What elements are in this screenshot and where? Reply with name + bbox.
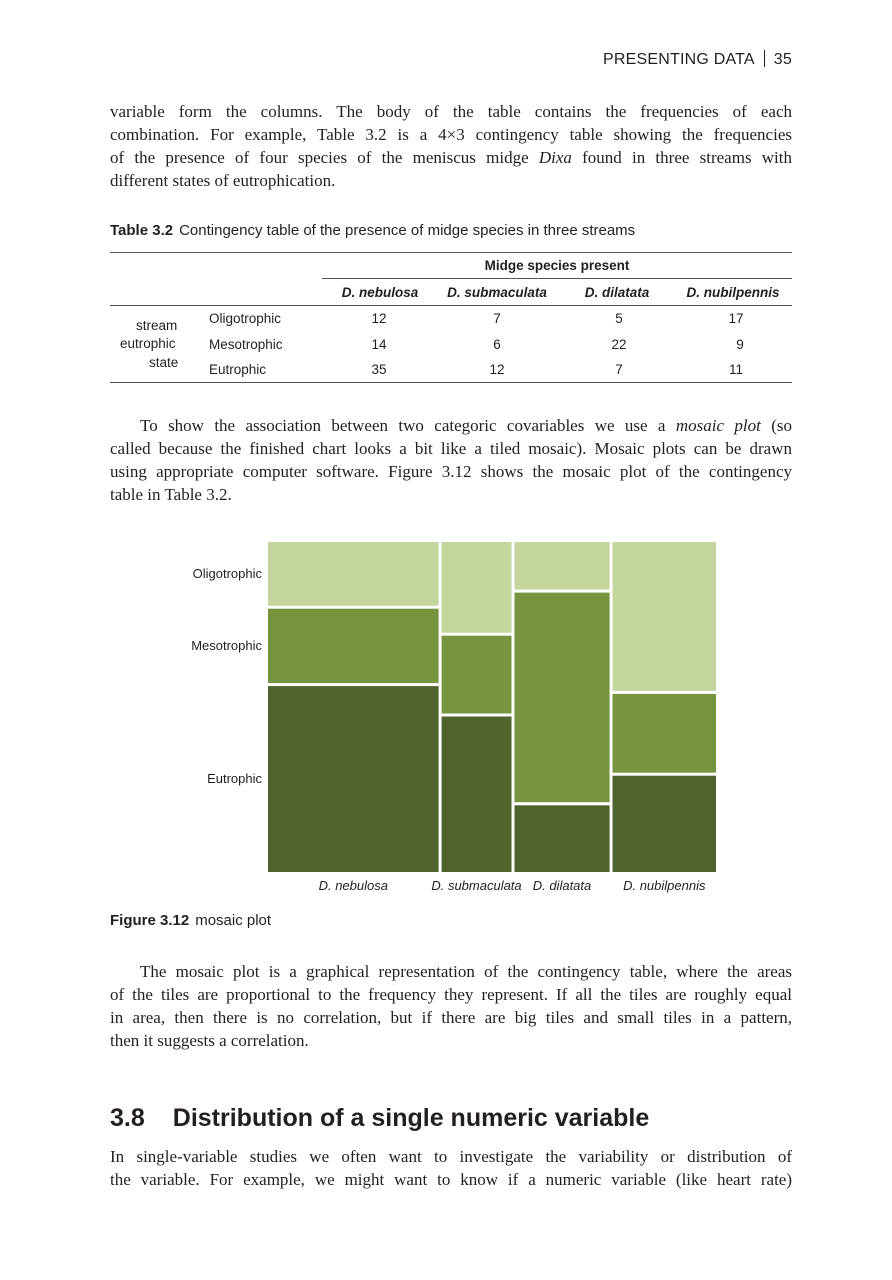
mosaic-tile-eutrophic-d-nubilpennis	[613, 776, 717, 872]
text-line: variable form the columns. The body of the table contains the frequencies of each	[110, 102, 792, 121]
row-label: Eutrophic	[209, 362, 267, 377]
text-run: of the presence of four species of the meniscus midge	[110, 148, 539, 167]
text-line: in area, then there is no correlation, but if there are big tiles and small tiles in a pattern,	[110, 1008, 792, 1027]
mosaic-tile-eutrophic-d-submaculata	[442, 717, 512, 873]
table-cell: 9	[736, 337, 744, 352]
table-label: Table 3.2	[110, 222, 174, 239]
figure-label: Figure 3.12	[110, 912, 190, 929]
mosaic-tile-oligotrophic-d-nubilpennis	[613, 542, 717, 691]
row-group-label: state	[149, 355, 179, 370]
text-line: combination. For example, Table 3.2 is a 4×3 contingency table showing the frequencies	[110, 125, 792, 144]
text-line: then it suggests a correlation.	[110, 1031, 309, 1050]
x-axis-label: D. nubilpennis	[623, 878, 706, 893]
y-axis-label: Mesotrophic	[191, 637, 262, 653]
running-head-section: PRESENTING DATA	[603, 51, 755, 68]
row-label: Oligotrophic	[209, 311, 282, 326]
table-caption-text: Contingency table of the presence of midge species in three streams	[179, 222, 636, 239]
section-heading	[110, 1104, 649, 1133]
mosaic-tile-oligotrophic-d-dilatata	[515, 542, 610, 590]
section-title-text: Distribution of a single numeric variable	[172, 1104, 650, 1132]
row-label: Mesotrophic	[209, 337, 283, 352]
paragraph-single-variable	[110, 1145, 792, 1191]
column-header: D. dilatata	[584, 285, 650, 300]
table-cell: 6	[493, 337, 501, 352]
table-cell: 35	[371, 362, 387, 377]
x-axis-label: D. dilatata	[532, 878, 592, 893]
figure-caption-text: mosaic plot	[195, 912, 272, 929]
text-line: In single-variable studies we often want to investigate the variability or distribution of	[110, 1147, 792, 1166]
page-number: 35	[773, 51, 792, 68]
row-group-label: eutrophic	[120, 336, 176, 351]
mosaic-tile-oligotrophic-d-submaculata	[442, 542, 512, 633]
mosaic-tile-mesotrophic-d-nebulosa	[268, 609, 439, 683]
y-axis-label: Eutrophic	[207, 771, 262, 786]
column-header: D. nubilpennis	[686, 285, 780, 300]
text-run: To show the association between two categoric covariables we use a	[140, 416, 676, 435]
text-line: table in Table 3.2.	[110, 485, 232, 504]
text-line: of the tiles are proportional to the frequency they represent. If all the tiles are roughly equal	[110, 985, 792, 1004]
table-cell: 22	[611, 337, 627, 352]
text-run: (so	[760, 416, 792, 435]
column-header: D. nebulosa	[341, 285, 419, 300]
genus-name: Dixa	[538, 148, 572, 167]
x-axis-label: D. nebulosa	[318, 878, 388, 893]
mosaic-tile-mesotrophic-d-dilatata	[515, 593, 610, 803]
table-group-header: Midge species present	[484, 258, 630, 273]
column-header: D. submaculata	[447, 285, 547, 300]
table-cell: 17	[728, 311, 744, 326]
mosaic-tile-mesotrophic-d-nubilpennis	[613, 694, 717, 773]
section-number: 3.8	[110, 1104, 145, 1132]
table-cell: 12	[489, 362, 505, 377]
mosaic-tile-eutrophic-d-nebulosa	[268, 686, 439, 872]
table-cell: 7	[493, 311, 501, 326]
table-cell: 11	[728, 362, 743, 377]
term: mosaic plot	[675, 416, 761, 435]
text-line: the variable. For example, we might want to know if a numeric variable (like heart rate)	[110, 1170, 792, 1189]
table-cell: 5	[615, 311, 623, 326]
mosaic-tile-mesotrophic-d-submaculata	[442, 636, 512, 714]
table-cell: 12	[371, 311, 387, 326]
text-line: The mosaic plot is a graphical representation of the contingency table, where the areas	[140, 962, 792, 981]
mosaic-tile-eutrophic-d-dilatata	[515, 805, 610, 872]
table-cell: 7	[615, 362, 623, 377]
text-line: different states of eutrophication.	[110, 171, 336, 190]
figure-caption	[110, 912, 271, 929]
x-axis-label: D. submaculata	[431, 878, 522, 893]
row-group-label: stream	[136, 318, 178, 333]
text-line: using appropriate computer software. Figure 3.12 shows the mosaic plot of the contingency	[110, 462, 792, 481]
mosaic-tile-oligotrophic-d-nebulosa	[268, 542, 439, 606]
table-cell: 14	[371, 337, 387, 352]
y-axis-label: Oligotrophic	[192, 565, 262, 581]
text-run: found in three streams with	[571, 148, 792, 167]
text-line: called because the finished chart looks a bit like a tiled mosaic). Mosaic plots can be drawn	[110, 439, 792, 458]
paragraph-mosaic-explanation	[110, 960, 792, 1052]
